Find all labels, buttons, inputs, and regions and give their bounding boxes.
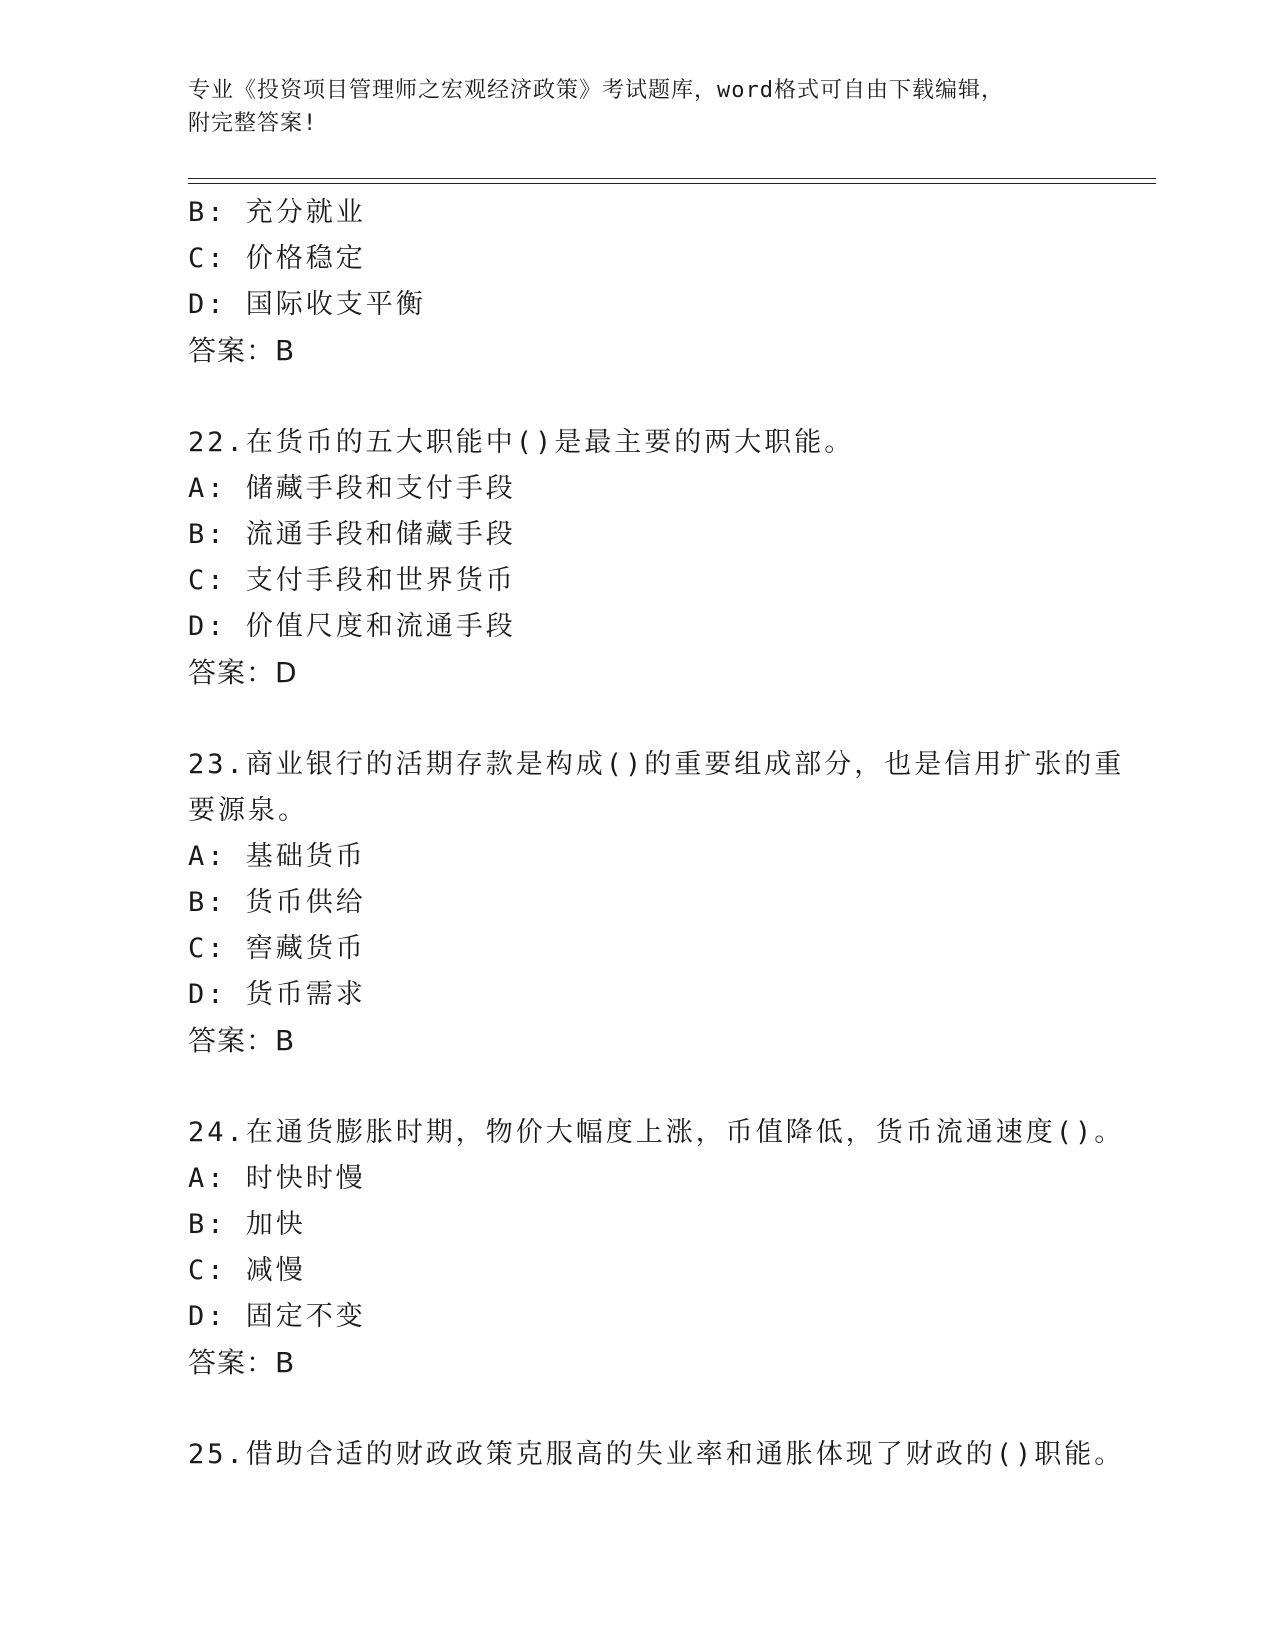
option-a: A: 储藏手段和支付手段 (188, 473, 516, 504)
option-d: D: 固定不变 (188, 1301, 366, 1332)
question-text: 22.在货币的五大职能中()是最主要的两大职能。 (188, 427, 855, 458)
option-d: D: 货币需求 (188, 979, 366, 1010)
option-a: A: 时快时慢 (188, 1163, 366, 1194)
answer: 答案：B (188, 334, 296, 367)
question-24 (188, 1110, 1125, 1386)
option-a: A: 基础货币 (188, 841, 366, 872)
question-21 (188, 190, 1088, 374)
option-b: B: 加快 (188, 1209, 306, 1240)
answer: 答案：B (188, 1024, 296, 1057)
option-d: D: 价值尺度和流通手段 (188, 611, 516, 642)
question-text: 25.借助合适的财政政策克服高的失业率和通胀体现了财政的()职能。 (188, 1439, 1125, 1470)
option-c: C: 减慢 (188, 1255, 306, 1286)
question-25 (188, 1432, 1125, 1478)
header-divider (188, 178, 1156, 184)
option-b: B: 货币供给 (188, 887, 366, 918)
answer: 答案：D (188, 656, 298, 689)
option-c: C: 窖藏货币 (188, 933, 366, 964)
option-b: B: 充分就业 (188, 197, 366, 228)
header-line-1: 专业《投资项目管理师之宏观经济政策》考试题库，word格式可自由下载编辑， (188, 78, 1004, 103)
question-23 (188, 742, 1125, 1064)
header-line-2: 附完整答案! (188, 111, 318, 136)
answer: 答案：B (188, 1346, 296, 1379)
question-text-line-1: 23.商业银行的活期存款是构成()的重要组成部分，也是信用扩张的重 (188, 749, 1125, 780)
option-d: D: 国际收支平衡 (188, 289, 426, 320)
question-text-line-2: 要源泉。 (188, 795, 308, 826)
option-b: B: 流通手段和储藏手段 (188, 519, 516, 550)
option-c: C: 支付手段和世界货币 (188, 565, 516, 596)
option-c: C: 价格稳定 (188, 243, 366, 274)
document-header (188, 74, 1088, 140)
question-list (188, 190, 1125, 1478)
question-22 (188, 420, 1088, 696)
question-text: 24.在通货膨胀时期，物价大幅度上涨，币值降低，货币流通速度()。 (188, 1117, 1125, 1148)
